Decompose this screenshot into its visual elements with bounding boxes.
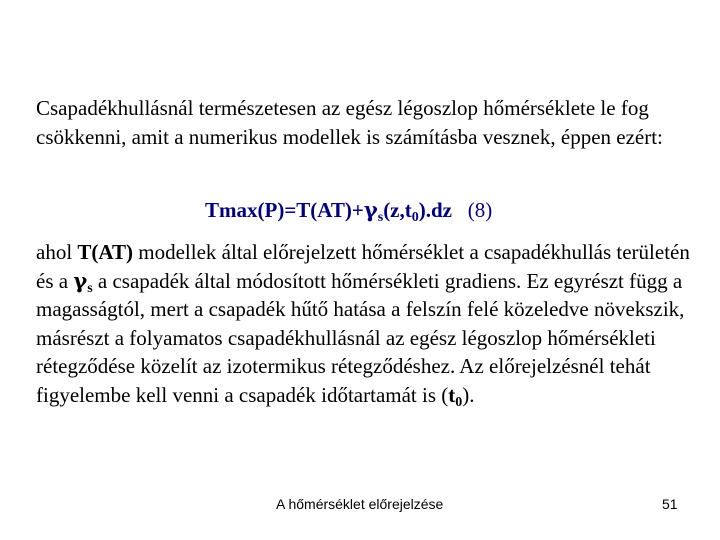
intro-paragraph: Csapadékhullásnál természetesen az egész légoszlop hőmérséklete le fog csökkenni, amit a numerikus modellek is számításba vesznek, éppen ezért: — [36, 96, 663, 149]
formula-args-close: ).dz — [418, 198, 452, 222]
formula-t-sub: 0 — [411, 210, 419, 225]
explanation-mid2: a csapadék által módosított hőmérsékleti gradiens. Ez egyrészt függ a magasságtól, mert a csapadék hűtő hatása a felszín felé közeledve növekszik, másrészt a folyamatos csapadékhullásnál az egész légoszlop hőmérsékleti rétegződése közelít az izotermikus rétegződéshez. Az előrejelzésnél tehát figyelembe kell venni a csapadék időtartamát is ( — [36, 268, 685, 407]
explanation-mid1: modellek által előrejelzett hőmérséklet a csapadékhullás területén és a — [36, 240, 690, 293]
explanation-t-sub: 0 — [455, 394, 463, 410]
formula-gamma: γ — [363, 197, 378, 222]
formula-8 — [205, 197, 492, 223]
formula-gamma-sub: s — [377, 210, 384, 225]
explanation-tail: ). — [462, 382, 475, 407]
formula-args-open: (z,t — [383, 198, 412, 222]
footer-title: A hőmérséklet előrejelzése — [276, 496, 444, 512]
explanation-gamma: γ — [73, 267, 88, 293]
explanation-gamma-sub: s — [87, 280, 93, 296]
formula-main: Tmax(P)=T(AT)+ — [205, 198, 364, 222]
page-number: 51 — [662, 496, 678, 512]
explanation-lead: ahol — [36, 240, 78, 264]
explanation-term-tat: T(AT) — [77, 240, 134, 264]
formula-number: (8) — [467, 198, 493, 222]
explanation-paragraph — [36, 238, 696, 409]
explanation-t: t — [448, 382, 456, 407]
